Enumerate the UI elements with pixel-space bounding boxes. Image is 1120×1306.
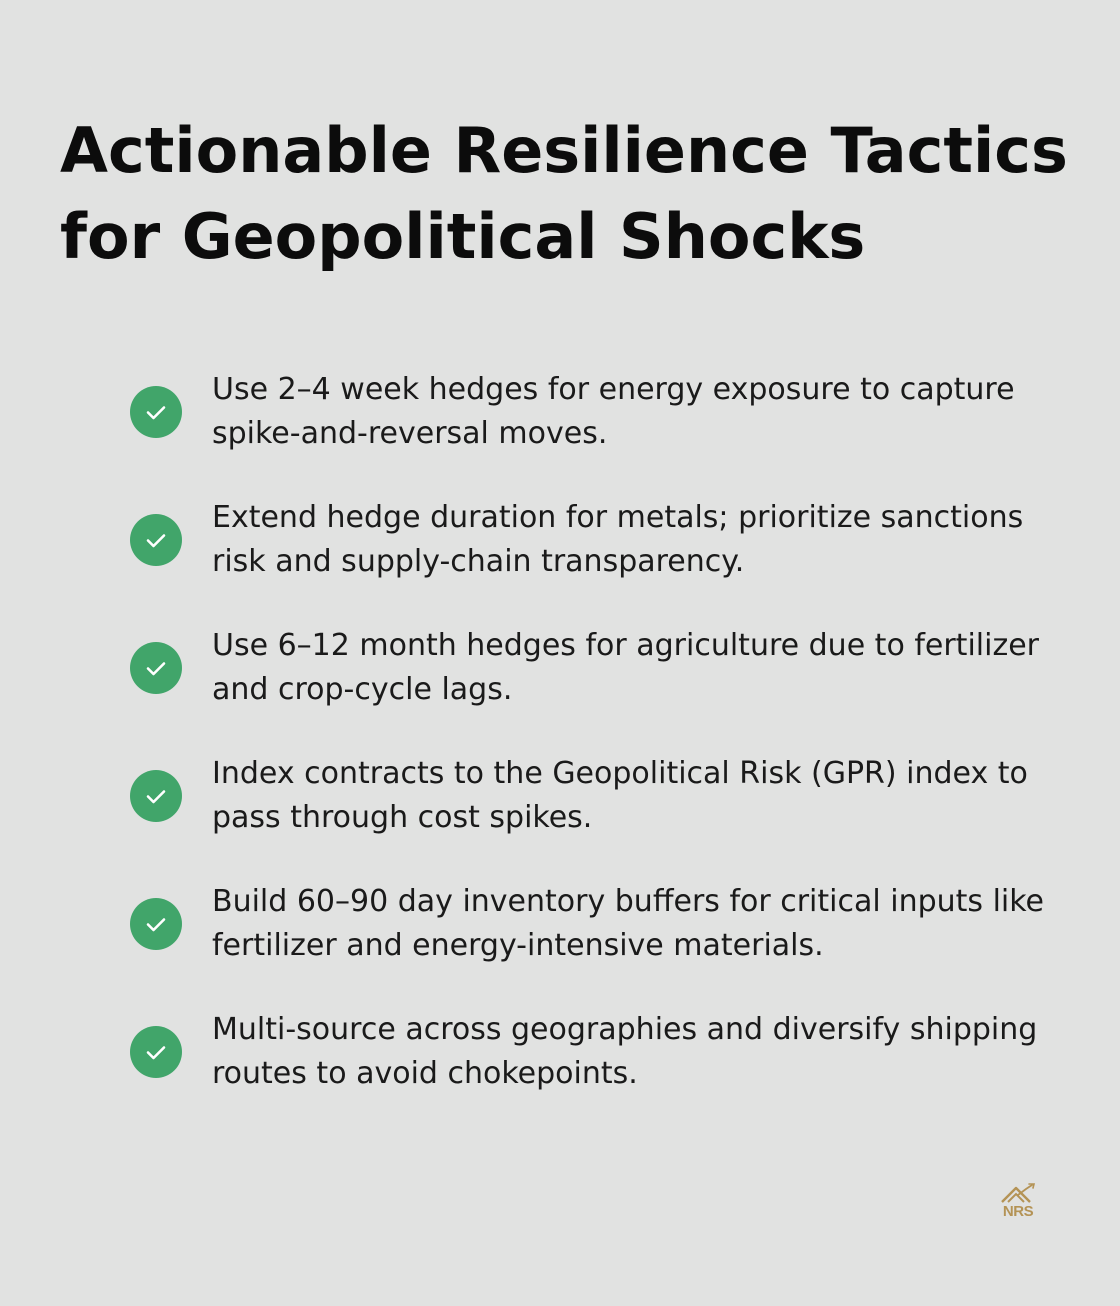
list-item-text: Build 60–90 day inventory buffers for critical inputs like fertilizer and energy-intensive materials. (212, 884, 1045, 963)
check-icon (130, 898, 182, 950)
nrs-logo (994, 1182, 1042, 1224)
check-icon (130, 514, 182, 566)
list-item-text: Index contracts to the Geopolitical Risk (GPR) index to pass through cost spikes. (212, 756, 1028, 835)
list-item (130, 368, 1050, 496)
page-title (60, 108, 1068, 280)
check-icon (130, 1026, 182, 1078)
list-item-text: Use 6–12 month hedges for agriculture due to fertilizer and crop-cycle lags. (212, 628, 1039, 707)
list-item-text: Extend hedge duration for metals; prioritize sanctions risk and supply-chain transparency. (212, 500, 1024, 579)
list-item (130, 1008, 1050, 1136)
list-item-text: Use 2–4 week hedges for energy exposure to capture spike-and-reversal moves. (212, 372, 1015, 451)
logo-text: NRS (1002, 1203, 1034, 1220)
list-item (130, 496, 1050, 624)
list-item (130, 752, 1050, 880)
list-item (130, 624, 1050, 752)
title-line-2: for Geopolitical Shocks (60, 200, 866, 273)
tactics-list (130, 368, 1050, 1136)
list-item (130, 880, 1050, 1008)
check-icon (130, 642, 182, 694)
check-icon (130, 770, 182, 822)
title-line-1: Actionable Resilience Tactics (60, 114, 1068, 187)
list-item-text: Multi-source across geographies and diversify shipping routes to avoid chokepoints. (212, 1012, 1038, 1091)
check-icon (130, 386, 182, 438)
